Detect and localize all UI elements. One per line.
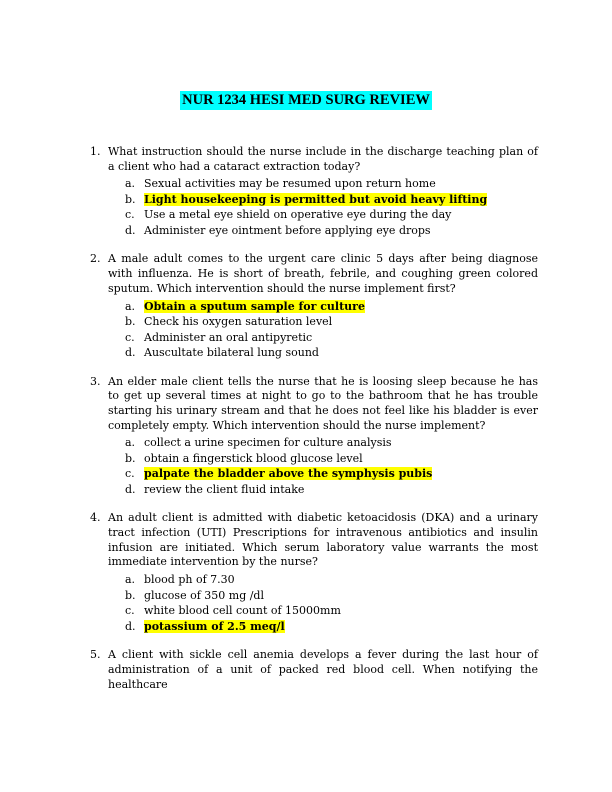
question-1	[90, 145, 538, 238]
option-text: Sexual activities may be resumed upon return home	[144, 177, 436, 191]
option-text-highlighted: Light housekeeping is permitted but avoid heavy lifting	[144, 192, 488, 206]
document-title-wrap	[0, 89, 612, 110]
option-text: Administer an oral antipyretic	[144, 330, 313, 344]
question-text: An elder male client tells the nurse that he is loosing sleep because he has to get up several times at night to go to the bathroom that he has trouble starting his urinary stream and that he does not feel like his bladder is ever completely empty. Which intervention should the nurse implement?	[108, 374, 538, 432]
option-item	[125, 588, 538, 604]
option-item	[125, 176, 538, 192]
option-letter: d.	[125, 223, 136, 237]
question-text: A client with sickle cell anemia develops a fever during the last hour of administration of a unit of packed red blood cell. When notifying the healthcare	[108, 648, 538, 691]
option-letter: b.	[125, 315, 136, 329]
option-list	[125, 299, 538, 361]
option-letter: c.	[125, 208, 135, 222]
question-3	[90, 375, 538, 498]
question-4	[90, 511, 538, 634]
option-item	[125, 466, 538, 482]
option-item	[125, 345, 538, 361]
question-5	[90, 648, 538, 692]
question-2	[90, 252, 538, 360]
option-item	[125, 482, 538, 498]
option-letter: a.	[125, 436, 136, 450]
option-text: review the client fluid intake	[144, 482, 305, 496]
option-text: obtain a fingerstick blood glucose level	[144, 451, 363, 465]
option-letter: c.	[125, 330, 135, 344]
option-text: glucose of 350 mg /dl	[144, 588, 264, 602]
option-item	[125, 603, 538, 619]
option-text-highlighted: potassium of 2.5 meq/l	[144, 619, 285, 633]
question-number: 4.	[90, 511, 101, 525]
question-text: A male adult comes to the urgent care clinic 5 days after being diagnose with influenza. He is short of breath, febrile, and coughing green colored sputum. Which intervention should the nurse implement first?	[108, 252, 538, 295]
option-item	[125, 299, 538, 315]
question-text: An adult client is admitted with diabetic ketoacidosis (DKA) and a urinary tract infection (UTI) Prescriptions for intravenous antibiotics and insulin infusion are initiated. Which serum laboratory value warrants the most immediate intervention by the nurse?	[108, 511, 538, 569]
option-item	[125, 451, 538, 467]
question-number: 3.	[90, 374, 101, 388]
option-letter: c.	[125, 604, 135, 618]
option-letter: b.	[125, 451, 136, 465]
option-item	[125, 314, 538, 330]
question-text: What instruction should the nurse include in the discharge teaching plan of a client who had a cataract extraction today?	[108, 145, 538, 173]
question-number: 1.	[90, 145, 101, 158]
document-title: NUR 1234 HESI MED SURG REVIEW	[182, 92, 430, 108]
option-letter: b.	[125, 192, 136, 206]
option-text-highlighted: palpate the bladder above the symphysis pubis	[144, 467, 433, 481]
option-text-highlighted: Obtain a sputum sample for culture	[144, 299, 365, 313]
option-text: Check his oxygen saturation level	[144, 315, 333, 329]
option-text: Use a metal eye shield on operative eye during the day	[144, 208, 452, 222]
option-text: collect a urine specimen for culture analysis	[144, 436, 392, 450]
option-item	[125, 330, 538, 346]
question-number: 5.	[90, 648, 101, 662]
option-item	[125, 207, 538, 223]
option-item	[125, 435, 538, 451]
option-text: Administer eye ointment before applying eye drops	[144, 223, 431, 237]
option-list	[125, 572, 538, 634]
option-letter: a.	[125, 573, 136, 587]
option-item	[125, 572, 538, 588]
option-item	[125, 223, 538, 239]
option-item	[125, 619, 538, 635]
option-letter: d.	[125, 482, 136, 496]
question-number: 2.	[90, 252, 101, 266]
option-letter: d.	[125, 346, 136, 360]
option-item	[125, 192, 538, 208]
option-list	[125, 435, 538, 497]
option-letter: d.	[125, 619, 136, 633]
option-letter: b.	[125, 588, 136, 602]
option-letter: a.	[125, 177, 136, 191]
option-letter: a.	[125, 299, 136, 313]
option-text: blood ph of 7.30	[144, 573, 235, 587]
option-text: white blood cell count of 15000mm	[144, 604, 341, 618]
question-list	[90, 145, 538, 706]
option-letter: c.	[125, 467, 135, 481]
option-text: Auscultate bilateral lung sound	[144, 346, 319, 360]
option-list	[125, 176, 538, 238]
